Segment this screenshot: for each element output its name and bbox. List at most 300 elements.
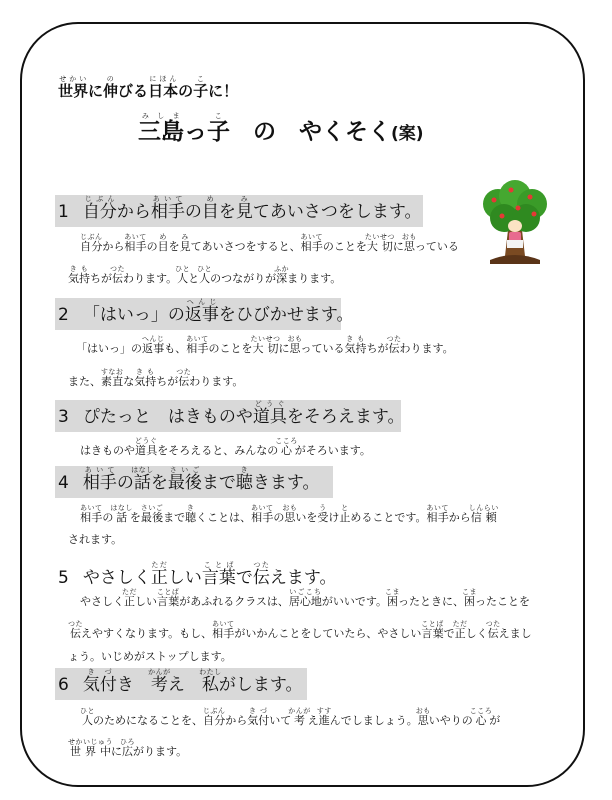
- ruby-word: [317, 504, 329, 524]
- ruby-word: [167, 466, 202, 493]
- ruby-word: [110, 265, 125, 285]
- ruby-base: 人: [175, 272, 191, 285]
- furigana: き: [185, 504, 197, 512]
- text-run: えやすくなります。もし、: [81, 627, 213, 640]
- ruby-base: 思: [401, 240, 417, 253]
- text-run: があふれるクラスは、: [179, 595, 289, 608]
- furigana: じぶん: [82, 195, 117, 203]
- ruby-base: 相手: [124, 240, 147, 253]
- ruby-word: [247, 707, 270, 727]
- ruby-base: 言葉: [156, 595, 180, 608]
- ruby-base: 大切: [364, 240, 395, 253]
- ruby-base: 伸: [103, 82, 119, 100]
- text-run: がそろいます。: [294, 444, 371, 457]
- furigana: きづ: [82, 668, 117, 676]
- promise-body-line: [76, 335, 454, 356]
- text-run: を: [218, 202, 236, 222]
- ruby-word: [156, 588, 180, 608]
- text-run: やさしく: [82, 568, 151, 588]
- ruby-base: 見: [235, 202, 253, 222]
- ruby-word: [421, 620, 444, 640]
- ruby-base: 相手: [251, 511, 274, 524]
- promise-body-line: [68, 265, 341, 286]
- text-run: をそろえると、みんなの: [157, 444, 279, 457]
- furigana: たいせつ: [250, 335, 281, 343]
- ruby-base: 目: [157, 240, 169, 253]
- furigana: み: [235, 195, 253, 203]
- ruby-word: [426, 504, 449, 524]
- ruby-base: 居心地: [288, 595, 322, 608]
- furigana: すす: [316, 707, 332, 715]
- ruby-base: 返事: [184, 305, 219, 325]
- text-run: の: [146, 240, 158, 253]
- furigana: すなお: [100, 368, 124, 376]
- furigana: きも: [134, 368, 157, 376]
- ruby-base: 話: [110, 511, 133, 524]
- ruby-word: [150, 195, 185, 222]
- ruby-word: [485, 620, 501, 640]
- text-run: から: [116, 202, 151, 222]
- ruby-word: [134, 437, 158, 457]
- ruby-base: 正: [122, 595, 137, 608]
- promise-body-line: [68, 648, 232, 664]
- ruby-base: 心: [275, 444, 298, 457]
- promise-body-line: [80, 233, 459, 254]
- ruby-word: [197, 265, 213, 285]
- ruby-base: 気付: [247, 714, 270, 727]
- furigana: ひろ: [120, 738, 135, 746]
- furigana: はなし: [131, 466, 154, 474]
- ruby-word: [452, 620, 468, 640]
- ruby-base: 相手: [212, 627, 235, 640]
- ruby-base: 道具: [134, 444, 158, 457]
- ruby-word: [103, 75, 119, 100]
- ruby-word: [122, 588, 137, 608]
- furigana: あいて: [124, 233, 147, 241]
- furigana: わたし: [199, 668, 222, 676]
- ruby-word: [275, 437, 298, 457]
- furigana: ひと: [175, 265, 191, 273]
- text-run: しく: [465, 627, 488, 640]
- ruby-word: [148, 668, 171, 695]
- ruby-word: [469, 707, 493, 727]
- text-run: のことを: [322, 240, 367, 253]
- text-run: の やくそく: [230, 119, 391, 145]
- furigana: しんらい: [468, 504, 499, 512]
- text-run: の: [178, 82, 194, 100]
- ruby-word: [185, 504, 197, 524]
- furigana: へんじ: [184, 298, 219, 306]
- text-run: のためになることを、: [93, 714, 203, 727]
- furigana: つた: [110, 265, 125, 273]
- text-run: がします。: [218, 675, 303, 695]
- promise-number: 2: [58, 305, 69, 325]
- ruby-word: [202, 707, 226, 727]
- furigana: かんが: [148, 668, 171, 676]
- text-run: に: [278, 342, 290, 355]
- ruby-word: [207, 112, 230, 145]
- furigana: せかい: [58, 75, 89, 83]
- promise-heading: [55, 400, 405, 432]
- ruby-word: [344, 335, 367, 355]
- ruby-base: 困: [462, 595, 478, 608]
- text-run: を: [129, 511, 141, 524]
- text-run: な: [123, 375, 135, 388]
- text-run: わります。: [123, 272, 178, 285]
- text-run: っている: [300, 342, 345, 355]
- furigana: ふか: [274, 265, 290, 273]
- ruby-base: 自分: [80, 240, 103, 253]
- furigana: はなし: [110, 504, 133, 512]
- text-run: ぴたっと はきものや: [82, 407, 253, 427]
- text-run: ちが: [366, 342, 389, 355]
- furigana: どうぐ: [252, 400, 287, 408]
- text-run: されます。: [68, 533, 123, 546]
- text-run: っている: [414, 240, 459, 253]
- text-run: まります。: [287, 272, 342, 285]
- ruby-word: [385, 588, 401, 608]
- ruby-word: [235, 466, 253, 493]
- ruby-word: [68, 265, 90, 285]
- ruby-word: [193, 75, 209, 100]
- furigana: め: [201, 195, 219, 203]
- furigana: こ: [193, 75, 209, 83]
- tree-illustration: [478, 180, 552, 266]
- ruby-word: [82, 668, 117, 695]
- promise-number: 3: [58, 407, 69, 427]
- ruby-base: 世界中: [68, 745, 113, 758]
- furigana: さいご: [140, 504, 164, 512]
- furigana: さいご: [167, 466, 202, 474]
- text-run: に: [392, 240, 404, 253]
- furigana: どうぐ: [134, 437, 158, 445]
- furigana: こ: [207, 112, 230, 120]
- furigana: きも: [344, 335, 367, 343]
- promise-number: 1: [58, 202, 69, 222]
- text-run: まで: [163, 511, 186, 524]
- furigana: あいて: [251, 504, 274, 512]
- ruby-base: 相手: [186, 342, 209, 355]
- ruby-base: 伝: [176, 375, 192, 388]
- ruby-word: [120, 738, 135, 758]
- title-suffix: (案): [391, 124, 424, 144]
- ruby-word: [339, 504, 351, 524]
- furigana: ことば: [156, 588, 180, 596]
- text-run: また、: [68, 375, 101, 388]
- furigana: こころ: [275, 437, 298, 445]
- ruby-word: [148, 75, 179, 100]
- ruby-word: [288, 707, 311, 727]
- ruby-word: [201, 561, 236, 588]
- furigana: ただ: [452, 620, 468, 628]
- ruby-base: 道具: [252, 407, 287, 427]
- furigana: あいて: [80, 504, 103, 512]
- ruby-word: [462, 588, 478, 608]
- promise-heading-text: [82, 195, 422, 222]
- promise-heading: [55, 668, 307, 700]
- text-run: くことは、: [196, 511, 252, 524]
- text-run: の: [102, 511, 114, 524]
- ruby-base: 人: [80, 714, 95, 727]
- ruby-word: [58, 75, 89, 100]
- ruby-base: 正: [150, 568, 168, 588]
- promise-body-line: [80, 437, 371, 458]
- text-run: てあいさつをします。: [252, 202, 422, 222]
- text-run: で: [443, 627, 455, 640]
- promise-body-line: [80, 504, 499, 525]
- furigana: じぶん: [80, 233, 103, 241]
- ruby-word: [201, 195, 219, 222]
- promise-body-line: [68, 620, 532, 641]
- furigana: かんが: [288, 707, 311, 715]
- text-run: に: [88, 82, 104, 100]
- promise-body-line: [68, 738, 187, 759]
- ruby-word: [176, 368, 192, 388]
- ruby-base: 私: [199, 675, 222, 695]
- text-run: えます。: [269, 568, 337, 588]
- text-run: やさしく: [80, 595, 124, 608]
- text-run: のことを: [208, 342, 253, 355]
- text-run: ったときに、: [398, 595, 465, 608]
- promise-number: 4: [58, 473, 69, 493]
- ruby-base: 日本: [148, 82, 179, 100]
- ruby-word: [68, 620, 83, 640]
- ruby-base: 自分: [82, 202, 117, 222]
- text-run: をひびかせます。: [218, 305, 354, 325]
- ruby-word: [235, 195, 253, 222]
- furigana: おも: [415, 707, 431, 715]
- ruby-word: [199, 668, 222, 695]
- text-run: めることです。: [350, 511, 427, 524]
- title-text: [138, 112, 391, 145]
- furigana: あいて: [300, 233, 323, 241]
- ruby-base: 目: [201, 202, 219, 222]
- furigana: つた: [386, 335, 402, 343]
- ruby-base: 気持: [68, 272, 90, 285]
- text-run: びる: [118, 82, 149, 100]
- promise-body-line: [80, 588, 530, 609]
- ruby-base: 止: [339, 511, 351, 524]
- text-run: えまし: [498, 627, 532, 640]
- text-run: ょう。いじめがストップします。: [68, 650, 232, 663]
- ruby-base: 進: [316, 714, 332, 727]
- text-run: に: [111, 745, 122, 758]
- ruby-base: 言葉: [201, 568, 236, 588]
- text-run: のつながりが: [210, 272, 277, 285]
- ruby-word: [140, 504, 164, 524]
- ruby-word: [252, 400, 287, 427]
- ruby-word: [141, 335, 165, 355]
- ruby-base: 気持: [344, 342, 367, 355]
- ruby-word: [250, 335, 281, 355]
- text-run: も、: [164, 342, 187, 355]
- ruby-word: [300, 233, 323, 253]
- ruby-base: 思: [282, 511, 298, 524]
- text-run: の: [184, 202, 202, 222]
- text-run: いて: [269, 714, 292, 727]
- ruby-base: 返事: [141, 342, 165, 355]
- furigana: つた: [176, 368, 192, 376]
- furigana: ことば: [201, 561, 236, 569]
- ruby-base: 思: [415, 714, 431, 727]
- furigana: こま: [385, 588, 401, 596]
- ruby-base: 考: [148, 675, 171, 695]
- furigana: おも: [287, 335, 303, 343]
- text-run: を: [150, 473, 168, 493]
- ruby-base: 気持: [134, 375, 157, 388]
- ruby-word: [124, 233, 147, 253]
- ruby-word: [100, 368, 124, 388]
- ruby-base: 最後: [140, 511, 164, 524]
- ruby-word: [212, 620, 235, 640]
- furigana: つた: [68, 620, 83, 628]
- text-run: から: [102, 240, 125, 253]
- ruby-base: 心: [469, 714, 493, 727]
- ruby-word: [316, 707, 332, 727]
- promise-heading-text: [82, 466, 320, 493]
- furigana: つた: [252, 561, 270, 569]
- furigana: こま: [462, 588, 478, 596]
- text-run: っ: [184, 119, 207, 145]
- ruby-word: [134, 368, 157, 388]
- ruby-base: 子: [207, 119, 230, 145]
- ruby-word: [274, 265, 290, 285]
- text-run: がいかんことをしていたら、やさしい: [234, 627, 422, 640]
- promise-heading-text: [82, 561, 337, 588]
- text-run: をそろえます。: [286, 407, 405, 427]
- ruby-base: 聴: [235, 473, 253, 493]
- text-run: がいいです。: [321, 595, 388, 608]
- ruby-word: [468, 504, 499, 524]
- furigana: ひと: [197, 265, 213, 273]
- text-run: から: [225, 714, 248, 727]
- ruby-word: [179, 233, 191, 253]
- furigana: せかいじゅう: [68, 738, 113, 746]
- ruby-word: [287, 335, 303, 355]
- ruby-base: 相手: [150, 202, 185, 222]
- ruby-base: 気付: [82, 675, 117, 695]
- ruby-word: [82, 195, 117, 222]
- furigana: ただ: [122, 588, 137, 596]
- text-run: の: [116, 473, 134, 493]
- text-run: いやりの: [428, 714, 473, 727]
- furigana: み: [179, 233, 191, 241]
- ruby-base: 人: [197, 272, 213, 285]
- ruby-base: 素直: [100, 375, 124, 388]
- ruby-base: 相手: [426, 511, 449, 524]
- text-run: え: [307, 714, 319, 727]
- ruby-word: [415, 707, 431, 727]
- text-run: き: [116, 675, 151, 695]
- promise-number: 5: [58, 568, 69, 588]
- text-run: を: [168, 240, 180, 253]
- ruby-word: [150, 561, 168, 588]
- furigana: きも: [68, 265, 90, 273]
- ruby-word: [401, 233, 417, 253]
- ruby-word: [186, 335, 209, 355]
- ruby-base: 伝: [110, 272, 125, 285]
- ruby-base: 深: [274, 272, 290, 285]
- furigana: め: [157, 233, 169, 241]
- ruby-word: [80, 233, 103, 253]
- furigana: ことば: [421, 620, 444, 628]
- furigana: ただ: [150, 561, 168, 569]
- ruby-base: 世界: [58, 82, 89, 100]
- text-run: け: [328, 511, 340, 524]
- ruby-base: 話: [131, 473, 154, 493]
- furigana: きづ: [247, 707, 270, 715]
- text-run: きます。: [252, 473, 320, 493]
- text-run: に！: [208, 82, 239, 100]
- text-run: てあいさつをすると、: [190, 240, 301, 253]
- text-run: から: [448, 511, 471, 524]
- ruby-base: 広: [120, 745, 135, 758]
- furigana: こころ: [469, 707, 493, 715]
- ruby-word: [288, 588, 322, 608]
- promise-heading-text: [82, 668, 303, 695]
- ruby-base: 相手: [300, 240, 323, 253]
- text-run: が: [489, 714, 501, 727]
- ruby-base: 相手: [82, 473, 117, 493]
- furigana: の: [103, 75, 119, 83]
- ruby-word: [252, 561, 270, 588]
- text-run: で: [235, 568, 253, 588]
- furigana: みしま: [138, 112, 184, 120]
- furigana: あいて: [150, 195, 185, 203]
- furigana: おも: [282, 504, 298, 512]
- promise-heading-text: [82, 400, 405, 427]
- furigana: じぶん: [202, 707, 226, 715]
- ruby-base: 伝: [485, 627, 501, 640]
- promise-heading: [55, 466, 333, 498]
- ruby-word: [110, 504, 133, 524]
- ruby-base: 伝: [252, 568, 270, 588]
- furigana: き: [235, 466, 253, 474]
- ruby-base: 困: [385, 595, 401, 608]
- page-title: [138, 112, 424, 146]
- ruby-word: [131, 466, 154, 493]
- text-run: わります。: [189, 375, 244, 388]
- text-run: 「はいっ」の: [76, 342, 142, 355]
- furigana: あいて: [212, 620, 235, 628]
- promise-heading-text: [82, 298, 354, 325]
- ruby-base: 言葉: [421, 627, 444, 640]
- furigana: たいせつ: [364, 233, 395, 241]
- furigana: と: [339, 504, 351, 512]
- furigana: あいて: [82, 466, 117, 474]
- furigana: いごこち: [288, 588, 322, 596]
- text-run: の: [273, 511, 285, 524]
- furigana: ひと: [80, 707, 95, 715]
- ruby-word: [364, 233, 395, 253]
- ruby-word: [282, 504, 298, 524]
- promise-body-line: [68, 531, 122, 547]
- ruby-base: 大切: [250, 342, 281, 355]
- text-run: しい: [135, 595, 157, 608]
- ruby-base: 思: [287, 342, 303, 355]
- ruby-word: [175, 265, 191, 285]
- text-run: え: [167, 675, 202, 695]
- ruby-base: 子: [193, 82, 209, 100]
- promise-heading: [55, 298, 354, 330]
- ruby-word: [184, 298, 219, 325]
- text-run: いを: [295, 511, 318, 524]
- text-run: ちが: [90, 272, 112, 285]
- ruby-word: [82, 466, 117, 493]
- ruby-word: [386, 335, 402, 355]
- text-run: んでしましょう。: [329, 714, 418, 727]
- text-run: ったことを: [475, 595, 531, 608]
